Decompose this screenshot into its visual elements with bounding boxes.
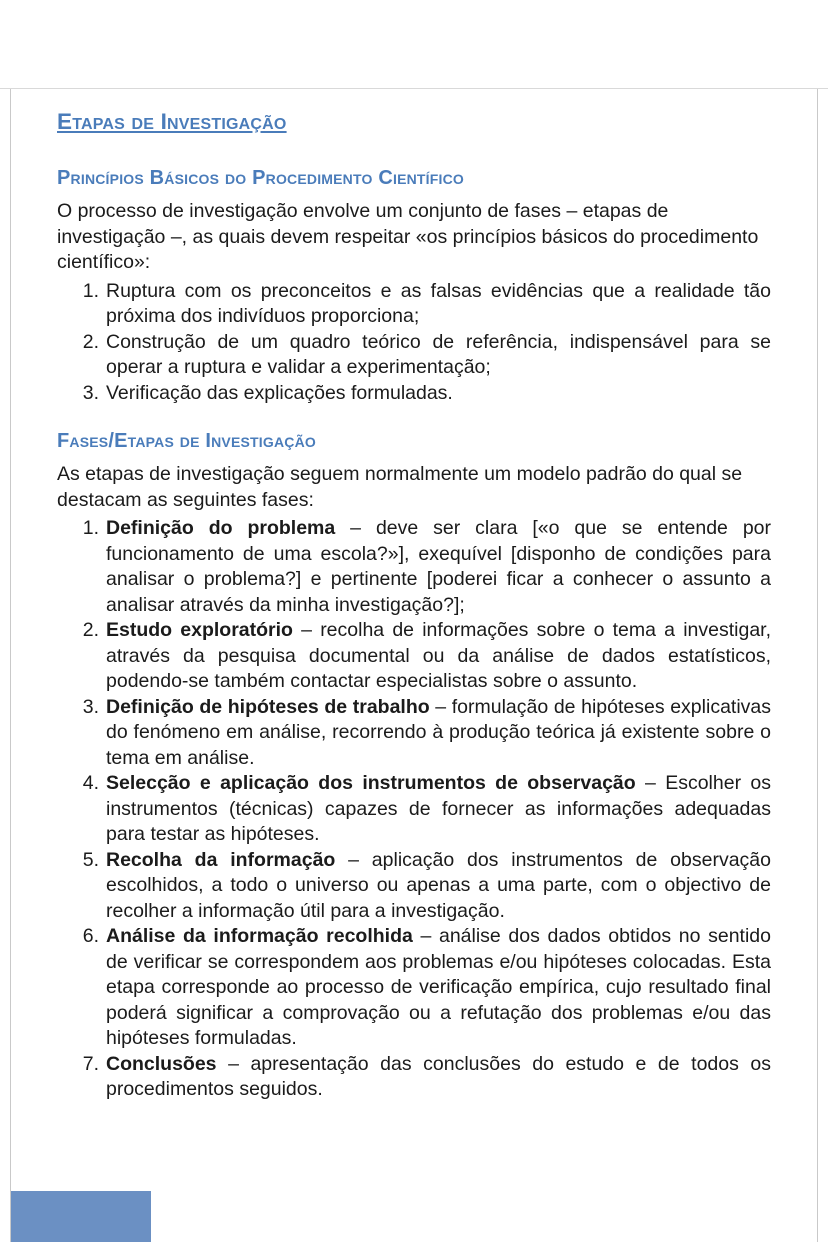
list-item xyxy=(77,330,771,381)
item-number: 7. xyxy=(82,1052,99,1075)
list-item xyxy=(77,1052,771,1103)
item-number: 3. xyxy=(82,381,99,404)
item-text: – recolha de informações sobre o tema a investigar, através da pesquisa documental ou da análise de dados estatísticos, podendo-se também contactar especialistas sobre o assunto. xyxy=(106,619,771,692)
item-lead: Definição do problema xyxy=(106,517,336,539)
item-lead: Selecção e aplicação dos instrumentos de observação xyxy=(106,772,636,794)
item-lead: Análise da informação recolhida xyxy=(106,925,413,947)
item-number: 4. xyxy=(82,772,99,794)
list-item xyxy=(77,618,771,695)
document-page xyxy=(10,89,818,1242)
item-text: – análise dos dados obtidos no sentido de verificar se correspondem aos problemas e/ou hipóteses colocadas. Esta etapa corresponde ao processo de verificação empírica, cujo resultado final poderá significar a comprovação ou a refutação dos problemas e/ou das hipóteses formuladas. xyxy=(106,925,771,1049)
next-page-banner xyxy=(11,1191,151,1242)
item-text: – formulação de hipóteses explicativas do fenómeno em análise, recorrendo à produção teórica já existente sobre o tema em análise. xyxy=(106,695,772,769)
item-text: Construção de um quadro teórico de referência, indispensável para se operar a ruptura e validar a experimentação; xyxy=(106,330,771,378)
list-item xyxy=(77,771,771,848)
item-body xyxy=(106,695,771,772)
item-number: 3. xyxy=(82,695,99,718)
section-heading: Fases/Etapas de Investigação xyxy=(57,430,317,452)
document-title: Etapas de Investigação xyxy=(57,109,287,134)
item-text: Verificação das explicações formuladas. xyxy=(106,381,453,404)
item-text: – apresentação das conclusões do estudo e de todos os procedimentos seguidos. xyxy=(106,1052,771,1100)
numbered-list xyxy=(57,279,771,407)
list-item xyxy=(77,279,771,330)
section-intro: O processo de investigação envolve um conjunto de fases – etapas de investigação –, as quais devem respeitar «os princípios básicos do procedimento científico»: xyxy=(57,200,759,273)
item-lead: Recolha da informação xyxy=(106,848,336,871)
item-text: – deve ser clara [«o que se entende por funcionamento de uma escola?»], exequível [disponho de condições para analisar o problema?] e pertinente [poderei ficar a conhecer o assunto a analisar através da minha investigação?]; xyxy=(106,517,772,616)
item-body xyxy=(106,771,771,848)
item-lead: Definição de hipóteses de trabalho xyxy=(106,695,430,718)
item-body xyxy=(106,924,771,1052)
list-item xyxy=(77,381,771,407)
list-item xyxy=(77,516,771,618)
item-number: 6. xyxy=(82,925,99,947)
section-intro: As etapas de investigação seguem normalmente um modelo padrão do qual se destacam as seguintes fases: xyxy=(57,463,743,511)
section-fases-etapas xyxy=(57,430,771,1103)
list-item xyxy=(77,924,771,1052)
numbered-list xyxy=(57,516,771,1103)
item-number: 1. xyxy=(82,279,99,302)
item-body xyxy=(106,848,771,925)
item-text: Ruptura com os preconceitos e as falsas evidências que a realidade tão próxima dos indivíduos proporciona; xyxy=(106,279,771,327)
item-number: 1. xyxy=(82,517,99,539)
item-text: – aplicação dos instrumentos de observação escolhidos, a todo o universo ou apenas a uma parte, com o objectivo de recolher a informação útil para a investigação. xyxy=(106,848,771,922)
section-heading: Princípios Básicos do Procedimento Científico xyxy=(57,167,465,189)
item-lead: Estudo exploratório xyxy=(106,619,293,641)
item-number: 2. xyxy=(82,330,99,353)
list-item xyxy=(77,848,771,925)
item-body xyxy=(106,618,771,695)
item-text: – Escolher os instrumentos (técnicas) capazes de fornecer as informações adequadas para testar as hipóteses. xyxy=(106,772,772,845)
list-item xyxy=(77,695,771,772)
item-lead: Conclusões xyxy=(106,1052,217,1075)
item-body xyxy=(106,516,771,618)
section-principios-basicos xyxy=(57,167,771,406)
item-body xyxy=(106,1052,771,1103)
item-number: 5. xyxy=(82,848,99,871)
item-number: 2. xyxy=(82,619,99,641)
